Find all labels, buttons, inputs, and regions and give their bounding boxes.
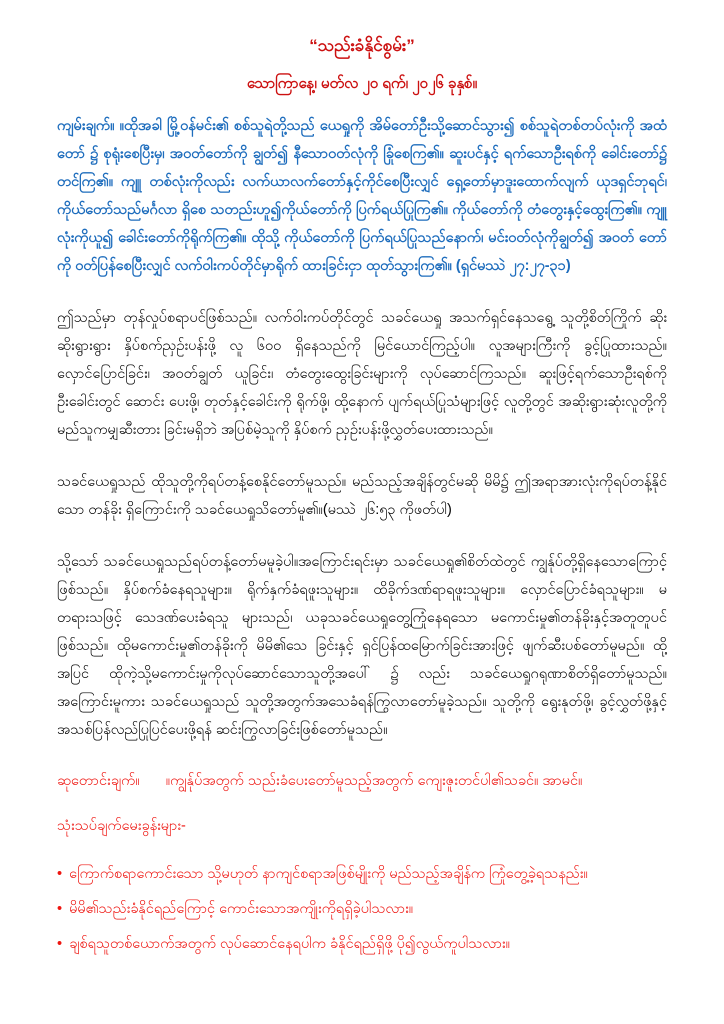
question-bullet-3 <box>57 930 667 958</box>
page-title: “သည်းခံနိုင်စွမ်း” <box>309 36 415 55</box>
bullet-icon: • <box>57 901 63 917</box>
question-text-2: မိမိ၏သည်းခံနိုင်ရည်ကြောင့် ကောင်းသောအကျိုးကိုရရှိခဲ့ပါသလား။ <box>69 901 414 917</box>
question-bullet-2 <box>57 895 667 923</box>
question-text-1: ကြောက်စရာကောင်းသော သို့မဟုတ် နာကျင်စရာအဖြစ်မျိုးကို မည်သည့်အချိန်က ကြုံတွေ့ခဲ့ရသနည်း။ <box>69 866 588 882</box>
prayer-text: ။ကျွန်ုပ်အတွက် သည်းခံပေးတော်မူသည့်အတွက် ကျေးဇူးတင်ပါ၏သခင်။ အာမင်။ <box>165 773 583 789</box>
body-paragraph-2: သခင်ယေရှုသည် ထိုသူတို့ကိုရပ်တန့်စေနိုင်တော်မူသည်။ မည်သည့်အချိန်တွင်မဆို မိမိ၌ ဤအရာအားလုံးကိုရပ်တန့်နိုင်သော တန်ခိုး ရှိကြောင်းကို သခင်ယေရှုသိတော်မူ၏။(မဿဲ ၂၆:၅၃ ကိုဖတ်ပါ) <box>57 474 667 518</box>
prayer-label: ဆုတောင်းချက်။ <box>57 773 140 789</box>
prayer-line <box>57 767 667 795</box>
date-line: သောကြာနေ့၊ မတ်လ ၂၀ ရက်၊ ၂၀၂၆ ခုနှစ်။ <box>246 75 478 92</box>
body-paragraph-1: ဤသည်မှာ တုန်လှုပ်စရာပင်ဖြစ်သည်။ လက်ဝါးကပ်တိုင်တွင် သခင်ယေရှု အသက်ရှင်နေသရွေ့ သူတို့စိတ်ကြိုက် ဆိုးဆိုးရွားရွား နှိပ်စက်ညှဉ်းပန်းဖို့ လူ ၆၀၀ ရှိနေသည်ကို မြင်ယောင်ကြည့်ပါ။ လူအများကြီးကို ခွင့်ပြုထားသည်။ လှောင်ပြောင်ခြင်း၊ အဝတ်ချွတ် ယူခြင်း၊ တံတွေးထွေးခြင်းများကို လုပ်ဆောင်ကြသည်။ ဆူးဖြင့်ရက်သောဦးရစ်ကို ဦးခေါင်းတွင် ဆောင်း ပေးဖို့၊ တုတ်နှင့်ခေါင်းကို ရိုက်ဖို့၊ ထို့နောက် ပျက်ရယ်ပြုသံများဖြင့် လူတို့တွင် အဆိုးရွားဆုံးလူတို့ကို မည်သူကမျှဆီးတား ခြင်းမရှိဘဲ အပြစ်မဲ့သူကို နှိပ်စက် ညှဉ်းပန်းဖို့လွှတ်ပေးထားသည်။ <box>57 310 667 438</box>
bullet-icon: • <box>57 866 63 882</box>
body-paragraph-3: သို့သော် သခင်ယေရှုသည်ရပ်တန့်တော်မမူခဲ့ပါ။အကြောင်းရင်းမှာ သခင်ယေရှု၏စိတ်ထဲတွင် ကျွန်ုပ်တို့ရှိနေသောကြောင့်ဖြစ်သည်။ နှိပ်စက်ခံနေရသူများ။ ရိုက်နှက်ခံရဖူးသူများ။ ထိခိုက်ဒဏ်ရာရဖူးသူများ။ လှောင်ပြောင်ခံရသူများ။ မတရားသဖြင့် သေဒဏ်ပေးခံရသူ များသည်၊ ယခုသခင်ယေရှုတွေ့ကြုံနေရသော မကောင်းမှု၏တန်ခိုးနှင့်အတူတူပင်ဖြစ်သည်။ ထိုမကောင်းမှု၏တန်ခိုးကို မိမိ၏သေ ခြင်းနှင့် ရှင်ပြန်ထမြောက်ခြင်းအားဖြင့် ဖျက်ဆီးပစ်တော်မူမည်။ ထို့အပြင် ထိုကဲ့သို့မကောင်းမှုကိုလုပ်ဆောင်သောသူတို့အပေါ် ၌ လည်း သခင်ယေရှုဂရုဏာစိတ်ရှိတော်မူသည်။ အကြောင်းမူကား သခင်ယေရှုသည် သူတို့အတွက်အသေခံရန်ကြွလာတော်မူခဲ့သည်။ သူတို့ကို ရွေးနုတ်ဖို့၊ ခွင့်လွှတ်ဖို့နှင့်အသစ်ပြန်လည်ပြုပြင်ပေးဖို့ရန် ဆင်းကြွလာခြင်းဖြစ်တော်မူသည်။ <box>57 554 667 738</box>
scripture-quote-paragraph: ကျမ်းချက်။ ။ထိုအခါ မြို့ဝန်မင်း၏ စစ်သူရဲတို့သည် ယေရှုကို အိမ်တော်ဦးသို့ဆောင်သွား၍ စစ်သူရဲတစ်တပ်လုံးကို အထံတော် ၌ စုရုံးစေပြီးမှ၊ အဝတ်တော်ကို ချွတ်၍ နီသောဝတ်လုံကို ခြုံစေကြ၏။ ဆူးပင်နှင့် ရက်သောဦးရစ်ကို ခေါင်းတော်၌ တင်ကြ၏။ ကျူ တစ်လုံးကိုလည်း လက်ယာလက်တော်နှင့်ကိုင်စေပြီးလျှင် ရှေ့တော်မှာဒူးထောက်လျက် ယုဒရှင်ဘုရင်၊ ကိုယ်တော်သည်မင်္ဂလာ ရှိစေ သတည်းဟူ၍ကိုယ်တော်ကို ပြက်ရယ်ပြုကြ၏။ ကိုယ်တော်ကို တံတွေးနှင့်ထွေးကြ၏။ ကျူလုံးကိုယူ၍ ခေါင်းတော်ကိုရိုက်ကြ၏။ ထိုသို့ ကိုယ်တော်ကို ပြက်ရယ်ပြုသည်နောက်၊ မင်းဝတ်လုံကိုချွတ်၍ အဝတ် တော်ကို ဝတ်ပြန်စေပြီးလျှင် လက်ဝါးကပ်တိုင်မှာရိုက် ထားခြင်းငှာ ထုတ်သွားကြ၏။ (ရှင်မဿဲ ၂၇:၂၇-၃၁) <box>57 118 667 274</box>
question-bullet-1 <box>57 860 667 888</box>
bullet-icon: • <box>57 936 63 952</box>
question-text-3: ချစ်ရသူတစ်ယောက်အတွက် လုပ်ဆောင်နေရပါက ခံနိုင်ရည်ရှိဖို့ ပို၍လွယ်ကူပါသလား။ <box>69 936 511 952</box>
questions-heading: သုံးသပ်ချက်မေးခွန်းများ- <box>57 818 186 834</box>
